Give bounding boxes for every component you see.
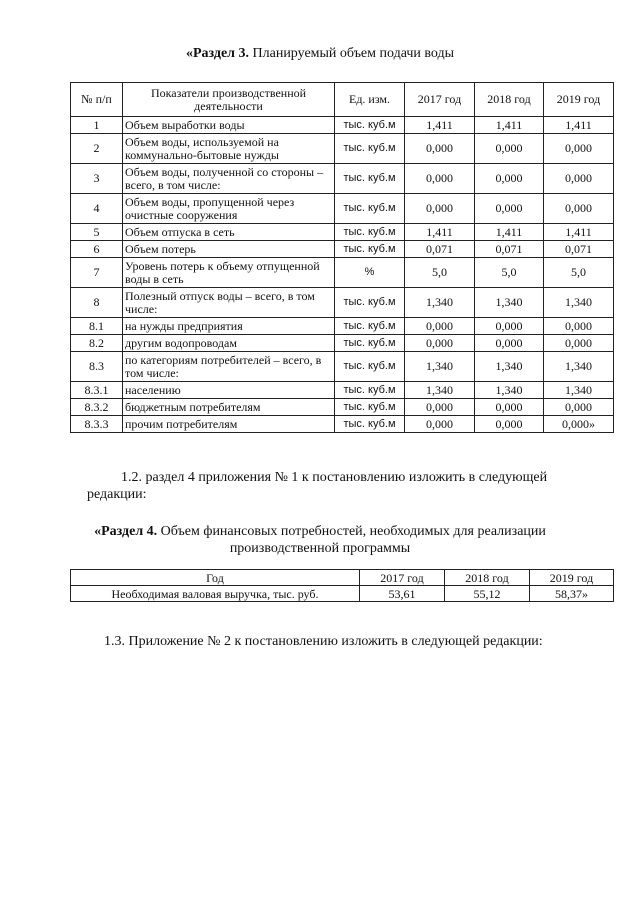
table-row <box>71 194 614 224</box>
row-number: 3 <box>71 164 123 194</box>
section4-title <box>0 524 640 540</box>
value-2017: 0,000 <box>405 134 475 164</box>
value-2017: 0,071 <box>405 241 475 258</box>
table-row <box>71 352 614 382</box>
row-number: 8.3.2 <box>71 399 123 416</box>
table-body <box>71 117 614 433</box>
header-num: № п/п <box>71 83 123 117</box>
value-2018: 1,411 <box>475 117 544 134</box>
header-2017: 2017 год <box>360 570 445 586</box>
row-indicator: по категориям потребителей – всего, в том числе: <box>123 352 335 382</box>
value-2017: 5,0 <box>405 258 475 288</box>
row-indicator: населению <box>123 382 335 399</box>
row-number: 6 <box>71 241 123 258</box>
row-unit: тыс. куб.м <box>335 117 405 134</box>
value-2019: 1,340 <box>544 382 614 399</box>
row-name: Необходимая валовая выручка, тыс. руб. <box>71 586 360 602</box>
row-number: 8.3.3 <box>71 416 123 433</box>
row-indicator: Объем воды, используемой на коммунально-бытовые нужды <box>123 134 335 164</box>
value-2018: 0,000 <box>475 399 544 416</box>
value-2017: 0,000 <box>405 335 475 352</box>
table-row <box>71 335 614 352</box>
row-unit: тыс. куб.м <box>335 382 405 399</box>
value-2017: 1,340 <box>405 382 475 399</box>
section4-title-text: Объем финансовых потребностей, необходимых для реализации <box>157 524 546 539</box>
value-2018: 1,340 <box>475 288 544 318</box>
row-indicator: на нужды предприятия <box>123 318 335 335</box>
header-2019: 2019 год <box>544 83 614 117</box>
row-number: 8.2 <box>71 335 123 352</box>
value-2018: 0,000 <box>475 318 544 335</box>
value-2017: 0,000 <box>405 416 475 433</box>
value-2017: 0,000 <box>405 164 475 194</box>
row-unit: тыс. куб.м <box>335 352 405 382</box>
row-unit: тыс. куб.м <box>335 224 405 241</box>
header-indicator: Показатели производственной деятельности <box>123 83 335 117</box>
row-indicator: другим водопроводам <box>123 335 335 352</box>
table-header-row <box>71 83 614 117</box>
value-2018: 0,000 <box>475 164 544 194</box>
row-indicator: Уровень потерь к объему отпущенной воды в сеть <box>123 258 335 288</box>
row-number: 7 <box>71 258 123 288</box>
row-unit: тыс. куб.м <box>335 164 405 194</box>
value-2018: 1,340 <box>475 382 544 399</box>
value-2019: 1,340 <box>544 288 614 318</box>
value-2019: 1,411 <box>544 224 614 241</box>
section4-title-bold: «Раздел 4. <box>94 524 158 539</box>
value-2019: 0,000 <box>544 134 614 164</box>
value-2019: 0,000 <box>544 194 614 224</box>
table-row <box>71 241 614 258</box>
row-number: 8.3.1 <box>71 382 123 399</box>
section3-title-text: Планируемый объем подачи воды <box>249 46 455 61</box>
value-2017: 0,000 <box>405 399 475 416</box>
table-row <box>71 382 614 399</box>
row-number: 8.3 <box>71 352 123 382</box>
value-2019: 0,000 <box>544 399 614 416</box>
section4-title-line2: производственной программы <box>229 541 411 556</box>
row-number: 4 <box>71 194 123 224</box>
table-row <box>71 224 614 241</box>
section3-title-bold: «Раздел 3. <box>185 46 250 61</box>
header-unit: Ед. изм. <box>335 83 405 117</box>
row-indicator: Объем отпуска в сеть <box>123 224 335 241</box>
row-unit: тыс. куб.м <box>335 399 405 416</box>
value-2017: 1,340 <box>405 352 475 382</box>
row-unit: тыс. куб.м <box>335 318 405 335</box>
header-2018: 2018 год <box>445 570 530 586</box>
row-number: 8.1 <box>71 318 123 335</box>
value-2018: 1,340 <box>475 352 544 382</box>
row-number: 1 <box>71 117 123 134</box>
value-2019: 1,340 <box>544 352 614 382</box>
value-2019: 5,0 <box>544 258 614 288</box>
row-unit: тыс. куб.м <box>335 134 405 164</box>
financial-needs-table <box>70 569 614 602</box>
row-indicator: Полезный отпуск воды – всего, в том числе: <box>123 288 335 318</box>
row-unit: тыс. куб.м <box>335 241 405 258</box>
table-row <box>71 258 614 288</box>
row-unit: тыс. куб.м <box>335 335 405 352</box>
value-2019: 1,411 <box>544 117 614 134</box>
row-number: 8 <box>71 288 123 318</box>
table-row <box>71 134 614 164</box>
row-indicator: Объем воды, полученной со стороны – всего, в том числе: <box>123 164 335 194</box>
row-unit: % <box>335 258 405 288</box>
table-header-row <box>71 570 614 586</box>
row-unit: тыс. куб.м <box>335 194 405 224</box>
value-2018: 0,000 <box>475 335 544 352</box>
row-number: 5 <box>71 224 123 241</box>
header-2019: 2019 год <box>530 570 614 586</box>
value-2019: 58,37» <box>530 586 614 602</box>
row-indicator: Объем выработки воды <box>123 117 335 134</box>
value-2019: 0,071 <box>544 241 614 258</box>
header-2018: 2018 год <box>475 83 544 117</box>
table-row <box>71 416 614 433</box>
value-2018: 5,0 <box>475 258 544 288</box>
row-number: 2 <box>71 134 123 164</box>
table-row <box>71 318 614 335</box>
paragraph-1-2-line1: 1.2. раздел 4 приложения № 1 к постановлению изложить в следующей <box>121 470 548 485</box>
row-indicator: бюджетным потребителям <box>123 399 335 416</box>
value-2017: 1,411 <box>405 117 475 134</box>
value-2017: 0,000 <box>405 194 475 224</box>
value-2017: 1,340 <box>405 288 475 318</box>
value-2018: 0,000 <box>475 416 544 433</box>
value-2017: 0,000 <box>405 318 475 335</box>
table-row <box>71 288 614 318</box>
table-row <box>71 164 614 194</box>
value-2018: 1,411 <box>475 224 544 241</box>
value-2019: 0,000 <box>544 318 614 335</box>
value-2018: 0,071 <box>475 241 544 258</box>
row-indicator: Объем воды, пропущенной через очистные сооружения <box>123 194 335 224</box>
row-indicator: прочим потребителям <box>123 416 335 433</box>
value-2017: 53,61 <box>360 586 445 602</box>
value-2019: 0,000 <box>544 164 614 194</box>
header-year: Год <box>71 570 360 586</box>
value-2019: 0,000» <box>544 416 614 433</box>
value-2018: 55,12 <box>445 586 530 602</box>
table-row <box>71 399 614 416</box>
table-row <box>71 586 614 602</box>
table-row <box>71 117 614 134</box>
paragraph-1-3: 1.3. Приложение № 2 к постановлению изложить в следующей редакции: <box>104 634 543 649</box>
water-supply-table <box>70 82 614 433</box>
row-unit: тыс. куб.м <box>335 288 405 318</box>
row-unit: тыс. куб.м <box>335 416 405 433</box>
value-2019: 0,000 <box>544 335 614 352</box>
header-2017: 2017 год <box>405 83 475 117</box>
paragraph-1-2-line2: редакции: <box>87 487 147 502</box>
value-2017: 1,411 <box>405 224 475 241</box>
row-indicator: Объем потерь <box>123 241 335 258</box>
section3-title <box>0 46 640 62</box>
value-2018: 0,000 <box>475 194 544 224</box>
value-2018: 0,000 <box>475 134 544 164</box>
